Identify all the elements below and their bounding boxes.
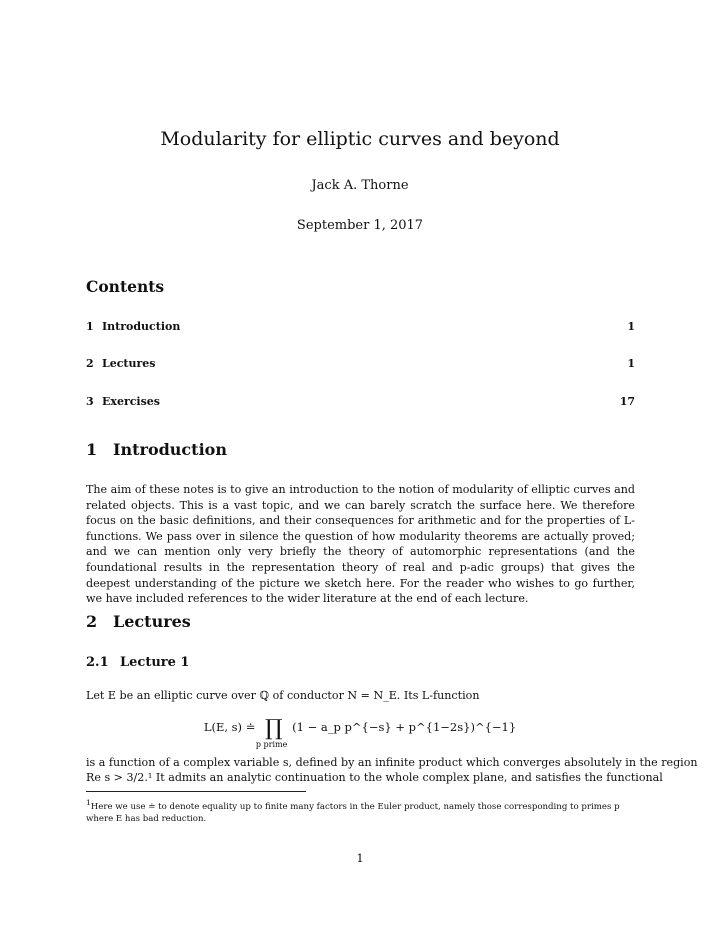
footnote xyxy=(86,797,635,825)
footnote-mark: 1 xyxy=(86,798,91,807)
contents-heading: Contents xyxy=(86,277,165,296)
section-number: 2 xyxy=(86,612,98,631)
l-function-equation xyxy=(0,716,720,749)
toc-entry-number: 2 xyxy=(86,357,94,370)
toc-entry-number: 1 xyxy=(86,320,94,333)
subsection-number: 2.1 xyxy=(86,655,109,670)
toc-entry-lectures[interactable] xyxy=(86,357,635,370)
subsection-title: Lecture 1 xyxy=(120,655,190,670)
toc-entry-number: 3 xyxy=(86,395,94,408)
lecture-1-intro-line: Let E be an elliptic curve over ℚ of conductor N = N_E. Its L-function xyxy=(86,689,480,702)
toc-entry-title: Introduction xyxy=(102,320,181,333)
toc-entry-title: Exercises xyxy=(102,395,160,408)
section-heading-introduction xyxy=(86,440,227,459)
footnote-rule xyxy=(86,791,306,792)
section-heading-lectures xyxy=(86,612,191,631)
lecture-1-line-3: Re s > 3/2.¹ It admits an analytic continuation to the whole complex plane, and satisfies the functional xyxy=(86,771,663,784)
equation-rhs: (1 − a_p p^{−s} + p^{1−2s})^{−1} xyxy=(292,720,517,734)
toc-entry-page: 1 xyxy=(627,320,635,333)
product-subscript: p prime xyxy=(255,740,288,749)
section-title: Lectures xyxy=(113,612,191,631)
toc-entry-title: Lectures xyxy=(102,357,156,370)
toc-entry-exercises[interactable] xyxy=(86,395,635,408)
toc-entry-page: 17 xyxy=(619,395,635,408)
intro-paragraph: The aim of these notes is to give an introduction to the notion of modularity of elliptic curves and related objects. This is a vast topic, and we can barely scratch the surface here. We therefore focus on the basic definitions, and their consequences for arithmetic and for the properties of L-functions. We pass over in silence the question of how modularity theorems are actually proved; and we can mention only very briefly the theory of automorphic representations (and the foundational results in the representation theory of real and p-adic groups) that gives the deepest understanding of the picture we sketch here. For the reader who wishes to go further, we have included references to the wider literature at the end of each lecture. xyxy=(86,483,635,606)
lecture-1-line-2: is a function of a complex variable s, defined by an infinite product which converges absolutely in the region xyxy=(86,756,698,769)
page-number: 1 xyxy=(356,851,364,865)
section-title: Introduction xyxy=(113,440,227,459)
product-symbol: ∏ xyxy=(265,716,283,741)
subsection-heading-lecture-1 xyxy=(86,655,189,670)
paper-author: Jack A. Thorne xyxy=(311,178,409,193)
toc-entry-page: 1 xyxy=(627,357,635,370)
section-number: 1 xyxy=(86,440,98,459)
paper-title: Modularity for elliptic curves and beyond xyxy=(160,128,560,150)
footnote-text: Here we use ≐ to denote equality up to finite many factors in the Euler product, namely those corresponding to primes p where E has bad reduction. xyxy=(86,801,620,824)
toc-entry-introduction[interactable] xyxy=(86,320,635,333)
paper-date: September 1, 2017 xyxy=(296,218,424,233)
equation-lhs: L(E, s) ≐ xyxy=(203,720,256,734)
